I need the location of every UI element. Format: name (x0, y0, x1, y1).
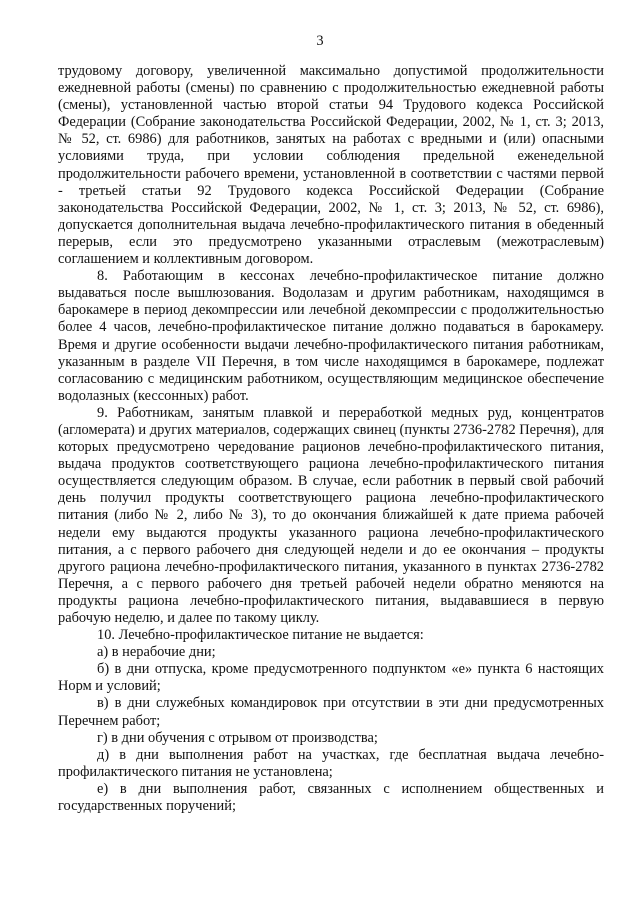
subitem-g: г) в дни обучения с отрывом от производства; (97, 729, 378, 746)
paragraph-item-8: 8. Работающим в кессонах лечебно-профилактическое питание должно выдаваться после вышлюзования. Водолазам и другим работникам, находящимся в барокамере в период декомпрессии или лечебной декомпрессии с продолжительностью более 4 часов, лечебно-профилактическое питание должно подаваться в барокамеру. Время и другие особенности выдачи лечебно-профилактического питания работникам, указанным в разделе VII Перечня, в том числе находящимся в барокамере, подлежат согласованию с медицинским работником, осуществляющим медицинское обеспечение водолазных (кессонных) работ. (58, 268, 604, 404)
subitem-d: д) в дни выполнения работ на участках, где бесплатная выдача лечебно-профилактического питания не установлена; (58, 746, 604, 780)
paragraph-item-10: 10. Лечебно-профилактическое питание не выдается: (97, 627, 424, 644)
document-body (58, 63, 604, 815)
subitem-b: б) в дни отпуска, кроме предусмотренного подпунктом «е» пункта 6 настоящих Норм и условий; (58, 661, 604, 695)
subitem-a: а) в нерабочие дни; (97, 644, 216, 661)
subitem-v: в) в дни служебных командировок при отсутствии в эти дни предусмотренных Перечнем работ; (58, 695, 604, 729)
paragraph-item-9: 9. Работникам, занятым плавкой и переработкой медных руд, концентратов (агломерата) и других материалов, содержащих свинец (пункты 2736-2782 Перечня), для которых предусмотрено чередование рационов лечебно-профилактического питания, выдача продуктов соответствующего рациона лечебно-профилактического питания осуществляется следующим образом. В случае, если работник в первый свой рабочий день получил продукты соответствующего рациона лечебно-профилактического питания (либо № 2, либо № 3), то до окончания ближайшей к дате приема рабочей недели ему выдаются продукты указанного рациона лечебно-профилактического питания, а с первого рабочего дня следующей недели и до ее окончания – продукты другого рациона лечебно-профилактического питания, указанного в пунктах 2736-2782 Перечня, а с первого рабочего дня третьей рабочей недели обратно меняются на продукты рациона лечебно-профилактического питания, выдававшиеся в первую рабочую неделю, и далее по такому циклу. (58, 404, 604, 626)
page-number: 3 (316, 33, 324, 49)
subitem-e: е) в дни выполнения работ, связанных с исполнением общественных и государственных поручений; (58, 780, 604, 815)
paragraph-continuation: трудовому договору, увеличенной максимально допустимой продолжительности ежедневной работы (смены) по сравнению с продолжительностью ежедневной работы (смены), установленной частью второй статьи 94 Трудового кодекса Российской Федерации (Собрание законодательства Российской Федерации, 2002, № 1, ст. 3; 2013, № 52, ст. 6986) для работников, занятых на работах с вредными и (или) опасными условиями труда, при условии соблюдения предельной еженедельной продолжительности рабочего времени, установленной в соответствии с частями первой - третьей статьи 92 Трудового кодекса Российской Федерации (Собрание законодательства Российской Федерации, 2002, № 1, ст. 3; 2013, № 52, ст. 6986), допускается дополнительная выдача лечебно-профилактического питания в обеденный перерыв, если это предусмотрено указанными отраслевым (межотраслевым) соглашением и коллективным договором. (58, 63, 604, 268)
